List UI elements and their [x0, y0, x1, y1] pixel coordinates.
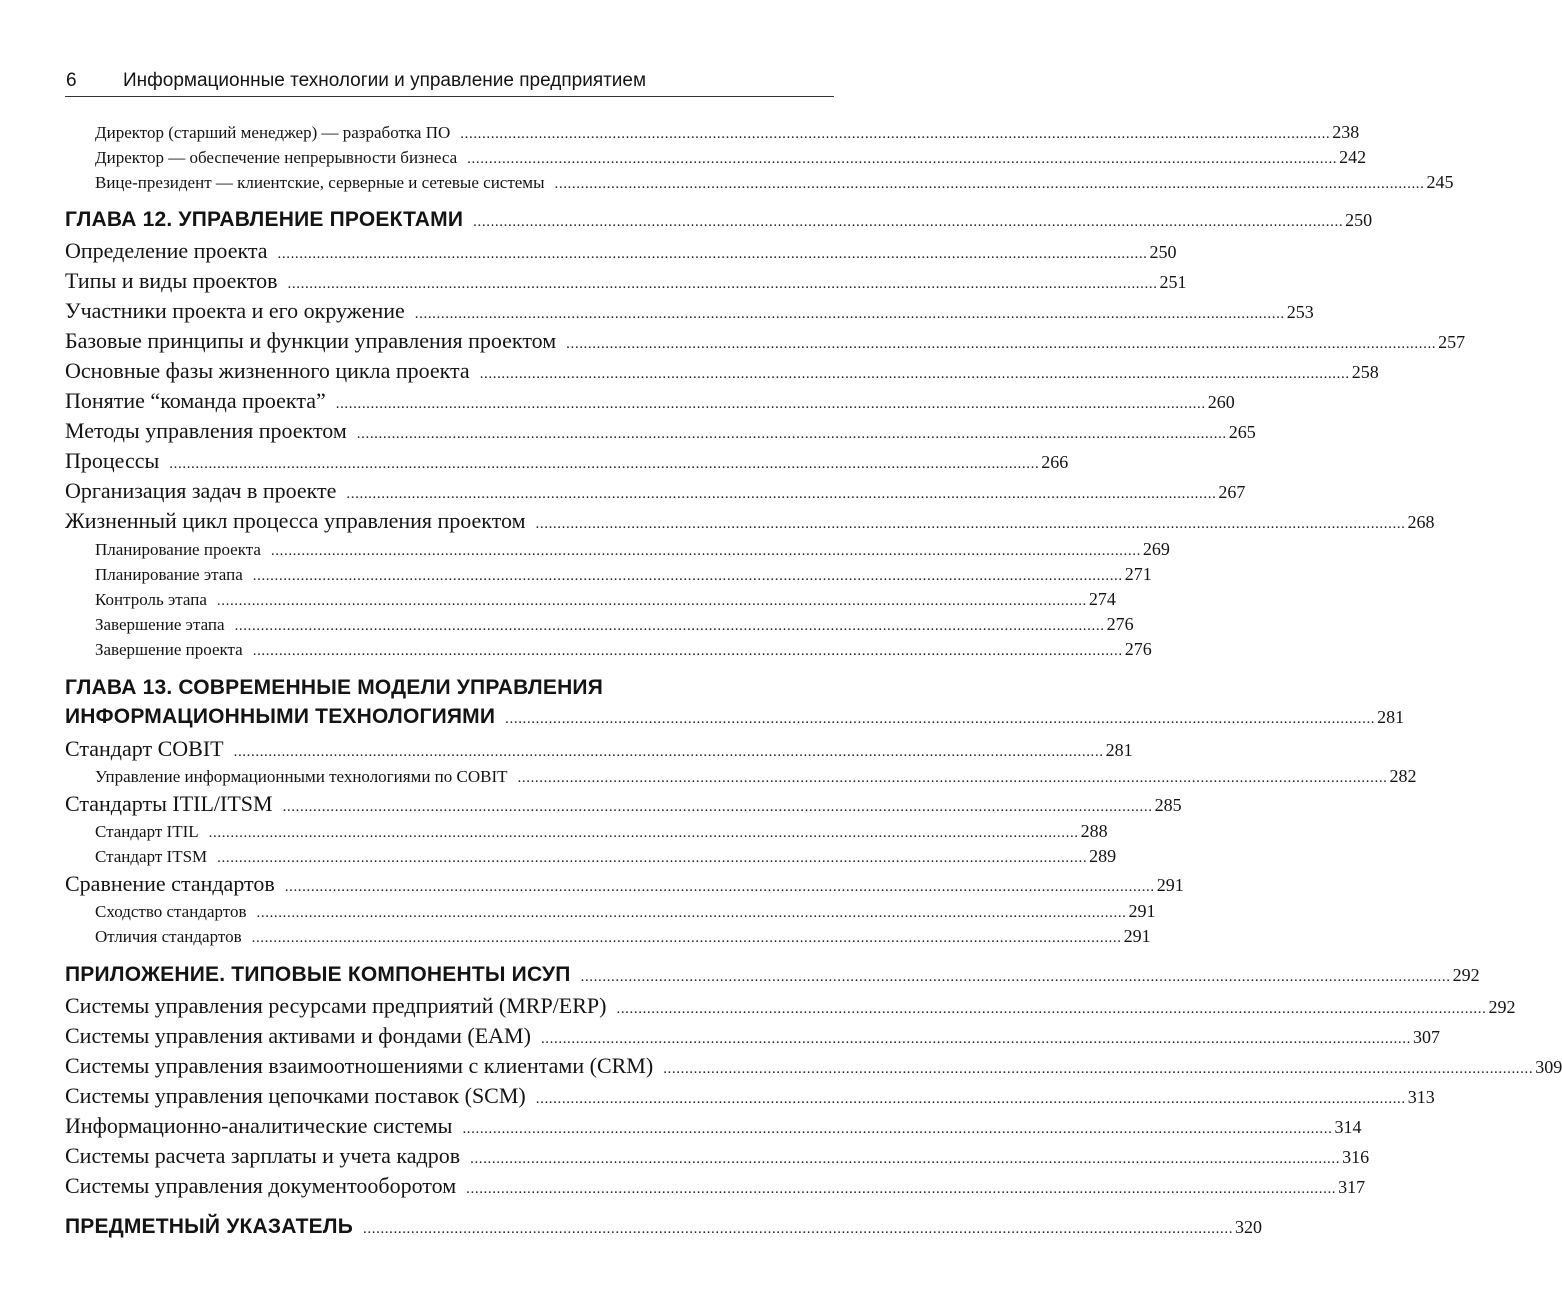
dot-leader: ........................................................................................................................................................................................................ — [284, 879, 1155, 895]
toc-section[interactable]: Системы управления взаимоотношениями с клиентами (CRM) ........................................................................................................................................................................................................ 309 — [65, 1053, 1562, 1078]
toc-section[interactable]: Определение проекта ........................................................................................................................................................................................................ 250 — [65, 238, 1177, 263]
toc-section[interactable]: Системы управления ресурсами предприятий (MRP/ERP) ........................................................................................................................................................................................................ 292 — [65, 993, 1516, 1018]
toc-subsection[interactable]: Директор — обеспечение непрерывности бизнеса ........................................................................................................................................................................................................ 242 — [95, 147, 1367, 167]
dot-leader: ........................................................................................................................................................................................................ — [414, 306, 1285, 322]
toc-appendix[interactable]: ПРИЛОЖЕНИЕ. ТИПОВЫЕ КОМПОНЕНТЫ ИСУП ........................................................................................................................................................................................................ 292 — [65, 963, 1480, 986]
toc-section[interactable]: Участники проекта и его окружение ........................................................................................................................................................................................................ 253 — [65, 298, 1314, 323]
toc-section[interactable]: Системы управления цепочками поставок (SCM) ........................................................................................................................................................................................................ 313 — [65, 1083, 1435, 1108]
dot-leader: ........................................................................................................................................................................................................ — [217, 850, 1088, 866]
dot-leader: ........................................................................................................................................................................................................ — [460, 126, 1331, 142]
toc-section[interactable]: Системы управления активами и фондами (EAM) ........................................................................................................................................................................................................ 307 — [65, 1023, 1440, 1048]
dot-leader: ........................................................................................................................................................................................................ — [663, 1061, 1534, 1077]
dot-leader: ........................................................................................................................................................................................................ — [517, 770, 1388, 786]
toc-section[interactable]: Сравнение стандартов ........................................................................................................................................................................................................ 291 — [65, 871, 1184, 896]
toc-section[interactable]: Основные фазы жизненного цикла проекта ........................................................................................................................................................................................................ 258 — [65, 358, 1379, 383]
toc-section[interactable]: Базовые принципы и функции управления проектом ........................................................................................................................................................................................................ 257 — [65, 328, 1466, 353]
dot-leader: ........................................................................................................................................................................................................ — [251, 930, 1122, 946]
toc-section[interactable]: Организация задач в проекте ........................................................................................................................................................................................................ 267 — [65, 478, 1246, 503]
dot-leader: ........................................................................................................................................................................................................ — [256, 905, 1127, 921]
dot-leader: ........................................................................................................................................................................................................ — [335, 396, 1206, 412]
toc-subsection[interactable]: Сходство стандартов ........................................................................................................................................................................................................ 291 — [95, 901, 1156, 921]
dot-leader: ........................................................................................................................................................................................................ — [363, 1221, 1234, 1237]
dot-leader: ........................................................................................................................................................................................................ — [282, 799, 1153, 815]
dot-leader: ........................................................................................................................................................................................................ — [277, 246, 1148, 262]
toc-subsection[interactable]: Отличия стандартов ........................................................................................................................................................................................................ 291 — [95, 926, 1151, 946]
toc-section[interactable]: Понятие “команда проекта” ........................................................................................................................................................................................................ 260 — [65, 388, 1235, 413]
running-header — [65, 66, 834, 97]
dot-leader: ........................................................................................................................................................................................................ — [616, 1001, 1487, 1017]
toc-subsection[interactable]: Планирование проекта ........................................................................................................................................................................................................ 269 — [95, 539, 1170, 559]
toc-section[interactable]: Типы и виды проектов ........................................................................................................................................................................................................ 251 — [65, 268, 1187, 293]
dot-leader: ........................................................................................................................................................................................................ — [473, 214, 1344, 230]
dot-leader: ........................................................................................................................................................................................................ — [467, 151, 1338, 167]
dot-leader: ........................................................................................................................................................................................................ — [270, 543, 1141, 559]
dot-leader: ........................................................................................................................................................................................................ — [470, 1151, 1341, 1167]
dot-leader: ........................................................................................................................................................................................................ — [479, 366, 1350, 382]
toc-chapter-13[interactable]: ИНФОРМАЦИОННЫМИ ТЕХНОЛОГИЯМИ ........................................................................................................................................................................................................ 281 — [65, 705, 1405, 728]
dot-leader: ........................................................................................................................................................................................................ — [566, 336, 1437, 352]
toc-section[interactable]: Методы управления проектом ........................................................................................................................................................................................................ 265 — [65, 418, 1256, 443]
toc-subsection[interactable]: Директор (старший менеджер) — разработка ПО ........................................................................................................................................................................................................ 238 — [95, 122, 1360, 142]
toc-subsection[interactable]: Стандарт ITIL ........................................................................................................................................................................................................ 288 — [95, 821, 1108, 841]
dot-leader: ........................................................................................................................................................................................................ — [216, 593, 1087, 609]
toc-subsection[interactable]: Контроль этапа ........................................................................................................................................................................................................ 274 — [95, 589, 1116, 609]
dot-leader: ........................................................................................................................................................................................................ — [554, 176, 1425, 192]
book-title: Информационные технологии и управление предприятием — [123, 70, 647, 91]
dot-leader: ........................................................................................................................................................................................................ — [234, 618, 1105, 634]
dot-leader: ........................................................................................................................................................................................................ — [169, 456, 1040, 472]
toc-subsection[interactable]: Вице-президент — клиентские, серверные и сетевые системы ........................................................................................................................................................................................................ 245 — [95, 172, 1454, 192]
toc-index[interactable]: ПРЕДМЕТНЫЙ УКАЗАТЕЛЬ ........................................................................................................................................................................................................ 320 — [65, 1215, 1263, 1238]
dot-leader: ........................................................................................................................................................................................................ — [356, 426, 1227, 442]
dot-leader: ........................................................................................................................................................................................................ — [535, 516, 1406, 532]
dot-leader: ........................................................................................................................................................................................................ — [346, 486, 1217, 502]
toc-subsection[interactable]: Планирование этапа ........................................................................................................................................................................................................ 271 — [95, 564, 1152, 584]
dot-leader: ........................................................................................................................................................................................................ — [580, 969, 1451, 985]
dot-leader: ........................................................................................................................................................................................................ — [462, 1121, 1333, 1137]
dot-leader: ........................................................................................................................................................................................................ — [466, 1181, 1337, 1197]
dot-leader: ........................................................................................................................................................................................................ — [535, 1091, 1406, 1107]
toc-subsection[interactable]: Стандарт ITSM ........................................................................................................................................................................................................ 289 — [95, 846, 1117, 866]
toc-subsection[interactable]: Управление информационными технологиями по COBIT ........................................................................................................................................................................................................ 282 — [95, 766, 1417, 786]
toc-chapter-12[interactable]: ГЛАВА 12. УПРАВЛЕНИЕ ПРОЕКТАМИ ........................................................................................................................................................................................................ 250 — [65, 208, 1373, 231]
toc-section[interactable]: Процессы ........................................................................................................................................................................................................ 266 — [65, 448, 1069, 473]
dot-leader: ........................................................................................................................................................................................................ — [252, 643, 1123, 659]
toc-section[interactable]: Системы расчета зарплаты и учета кадров ........................................................................................................................................................................................................ 316 — [65, 1143, 1370, 1168]
toc-section[interactable]: Стандарты ITIL/ITSM ........................................................................................................................................................................................................ 285 — [65, 791, 1182, 816]
dot-leader: ........................................................................................................................................................................................................ — [540, 1031, 1411, 1047]
page-number: 6 — [66, 70, 77, 91]
toc-section[interactable]: Жизненный цикл процесса управления проектом ........................................................................................................................................................................................................ 268 — [65, 508, 1435, 533]
toc-subsection[interactable]: Завершение этапа ........................................................................................................................................................................................................ 276 — [95, 614, 1134, 634]
dot-leader: ........................................................................................................................................................................................................ — [287, 276, 1158, 292]
toc-chapter-13-title-line1[interactable]: ГЛАВА 13. СОВРЕМЕННЫЕ МОДЕЛИ УПРАВЛЕНИЯ — [65, 676, 604, 699]
dot-leader: ........................................................................................................................................................................................................ — [208, 825, 1079, 841]
dot-leader: ........................................................................................................................................................................................................ — [233, 744, 1104, 760]
toc-subsection[interactable]: Завершение проекта ........................................................................................................................................................................................................ 276 — [95, 639, 1152, 659]
toc-section[interactable]: Системы управления документооборотом ........................................................................................................................................................................................................ 317 — [65, 1173, 1366, 1198]
dot-leader: ........................................................................................................................................................................................................ — [252, 568, 1123, 584]
dot-leader: ........................................................................................................................................................................................................ — [505, 711, 1376, 727]
toc-section[interactable]: Стандарт COBIT ........................................................................................................................................................................................................ 281 — [65, 736, 1133, 761]
toc-section[interactable]: Информационно-аналитические системы ........................................................................................................................................................................................................ 314 — [65, 1113, 1362, 1138]
